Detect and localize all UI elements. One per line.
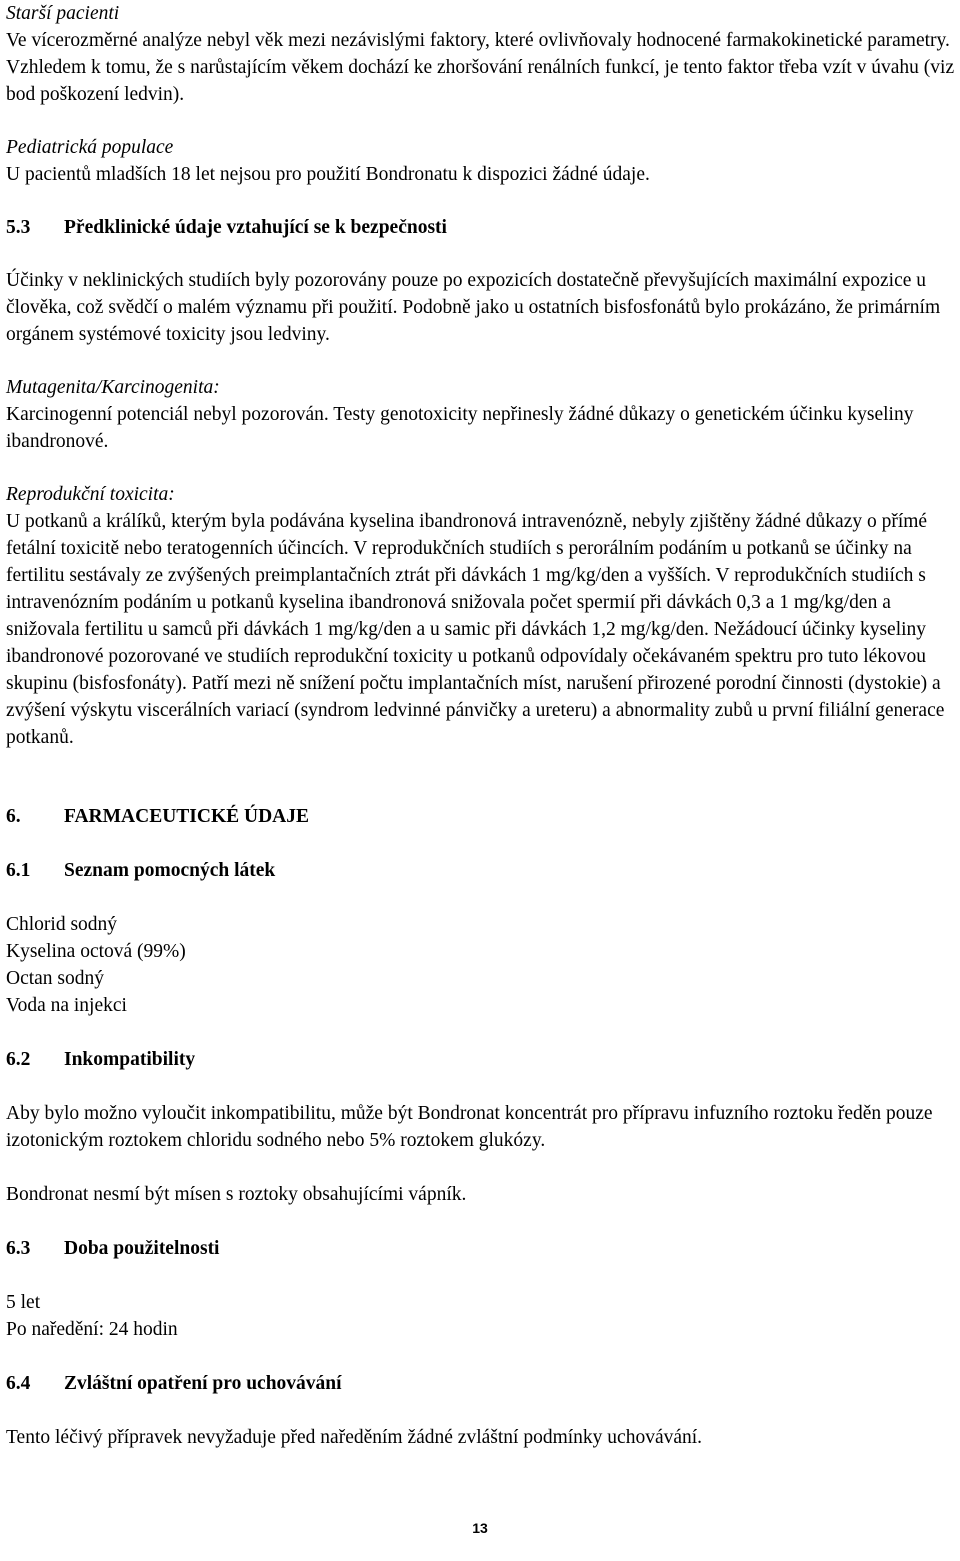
list-item: Kyselina octová (99%)	[6, 941, 186, 962]
section-6-4-heading	[6, 1370, 958, 1397]
section-6-4-paragraph: Tento léčivý přípravek nevyžaduje před naředěním žádné zvláštní podmínky uchovávání.	[6, 1427, 703, 1448]
page-number: 13	[472, 1520, 488, 1536]
excipient-list	[6, 911, 958, 1019]
shelf-life-line: 5 let	[6, 1292, 41, 1313]
reproductive-paragraph: U potkanů a králíků, kterým byla podávána kyselina ibandronová intravenózně, nebyly zjištěny žádné důkazy o přímé fetální toxicitě nebo teratogenních účincích. V reprodukčních studiích s perorálním podáním u potkanů se účinky na fertilitu sestávaly ze zvýšených preimplantačních ztrát při dávkách 1 mg/kg/den a vyšších. V reprodukčních studiích s intravenózním podáním u potkanů kyselina ibandronová snižovala počet spermií při dávkách 0,3 a 1 mg/kg/den a snižovala fertilitu u samců při dávkách 1 mg/kg/den a u samic při dávkách 1,2 mg/kg/den. Nežádoucí účinky kyseliny ibandronové pozorované ve studiích reprodukční toxicity u potkanů odpovídaly očekávaném spektru pro tuto lékovou skupinu (bisfosfonáty). Patří mezi ně snížení počtu implantačních míst, narušení přirozené porodní činnosti (dystokie) a zvýšení výskytu viscerálních variací (syndrom ledvinné pánvičky a ureteru) a abnormality zubů u první filiální generace potkanů.	[6, 511, 945, 748]
section-title: Doba použitelnosti	[64, 1238, 220, 1259]
list-item: Chlorid sodný	[6, 914, 118, 935]
section-6-2-paragraph: Aby bylo možno vyloučit inkompatibilitu, může být Bondronat koncentrát pro přípravu infuzního roztoku ředěn pouze izotonickým roztokem chloridu sodného nebo 5% roztokem glukózy.	[6, 1103, 933, 1151]
section-title: Předklinické údaje vztahující se k bezpečnosti	[64, 217, 447, 238]
section-title: Seznam pomocných látek	[64, 860, 276, 881]
section-6-2-heading	[6, 1046, 958, 1073]
section-number: 5.3	[6, 217, 31, 238]
pediatric-paragraph: U pacientů mladších 18 let nejsou pro použití Bondronatu k dispozici žádné údaje.	[6, 164, 650, 185]
section-5-3-heading	[6, 214, 958, 241]
list-item: Octan sodný	[6, 968, 105, 989]
document-page	[6, 0, 958, 1451]
section-number: 6.4	[6, 1373, 31, 1394]
list-item: Voda na injekci	[6, 995, 127, 1016]
mutagenicity-paragraph: Karcinogenní potenciál nebyl pozorován. Testy genotoxicity nepřinesly žádné důkazy o genetickém účinku kyseliny ibandronové.	[6, 404, 914, 452]
section-title: Inkompatibility	[64, 1049, 196, 1070]
section-5-3-paragraph: Účinky v neklinických studiích byly pozorovány pouze po expozicích dostatečně převyšujících maximální expozice u člověka, což svědčí o malém významu při použití. Podobně jako u ostatních bisfosfonátů bylo prokázáno, že primárním orgánem systémové toxicity jsou ledviny.	[6, 270, 941, 345]
elderly-heading: Starší pacienti	[6, 3, 120, 24]
section-6-heading	[6, 803, 958, 830]
section-title: Zvláštní opatření pro uchovávání	[64, 1373, 342, 1394]
section-number: 6.3	[6, 1238, 31, 1259]
reproductive-heading: Reprodukční toxicita:	[6, 484, 175, 505]
section-6-2-paragraph-2: Bondronat nesmí být mísen s roztoky obsahujícími vápník.	[6, 1184, 467, 1205]
pediatric-heading: Pediatrická populace	[6, 137, 174, 158]
section-6-1-heading	[6, 857, 958, 884]
elderly-paragraph: Ve vícerozměrné analýze nebyl věk mezi nezávislými faktory, které ovlivňovaly hodnocené farmakokinetické parametry. Vzhledem k tomu, že s narůstajícím věkem dochází ke zhoršování renálních funkcí, je tento faktor třeba vzít v úvahu (viz bod poškození ledvin).	[6, 30, 955, 105]
section-number: 6.	[6, 806, 21, 827]
mutagenicity-heading: Mutagenita/Karcinogenita:	[6, 377, 220, 398]
section-title: FARMACEUTICKÉ ÚDAJE	[64, 806, 310, 827]
shelf-life-diluted-line: Po naředění: 24 hodin	[6, 1319, 178, 1340]
section-number: 6.2	[6, 1049, 31, 1070]
section-6-3-heading	[6, 1235, 958, 1262]
section-number: 6.1	[6, 860, 31, 881]
